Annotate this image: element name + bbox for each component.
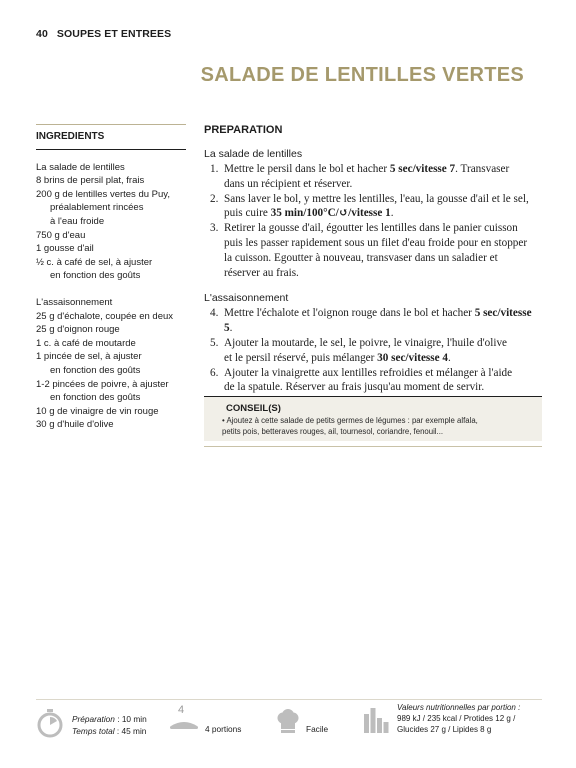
step-number: 1. [210, 163, 219, 175]
step-number: 5. [210, 336, 219, 349]
conseil-box [204, 396, 542, 441]
ingredient-line: 25 g d'oignon rouge [36, 324, 120, 336]
ingredient-line: en fonction des goûts [50, 364, 141, 376]
nutrition-line: 989 kJ / 235 kcal / Protides 12 g / [397, 714, 516, 723]
preparation-panel [204, 124, 542, 395]
step-line [224, 251, 542, 266]
ingredient-group-gap [36, 283, 186, 296]
step-setting: 5 sec/vitesse 7 [389, 163, 456, 175]
ingredient-line: 200 g de lentilles vertes du Puy, [36, 188, 170, 200]
ingredient-line: ½ c. à café de sel, à ajuster [36, 256, 153, 268]
ingredients-top-rule [36, 124, 186, 125]
nutrition-title: Valeurs nutritionnelles par portion : [397, 703, 521, 712]
difficulty: Facile [306, 724, 329, 734]
bar-chart-icon [363, 706, 389, 734]
time-info [72, 714, 147, 737]
conseil-heading: CONSEIL(S) [226, 403, 281, 414]
ingredient-line: 8 brins de persil plat, frais [36, 175, 145, 187]
stopwatch-icon [36, 708, 64, 738]
ingredient-line: en fonction des goûts [50, 270, 141, 282]
step-text: puis cuire [224, 207, 271, 220]
step-text: puis les passer rapidement sous un filet d'eau froide pour en stopper [224, 236, 528, 249]
step-text: Mettre l'échalote et l'oignon rouge dans le bol et hacher [224, 307, 475, 320]
step-item [204, 306, 542, 336]
step-line [224, 380, 542, 395]
conseil-line: • Ajoutez à cette salade de petits germes de légumes : par exemple alfala, [222, 416, 478, 425]
ingredients-list [36, 161, 186, 432]
step-text: et le persil réservé, puis mélanger [224, 351, 378, 364]
ingredient-line: 1 pincée de sel, à ajuster [36, 351, 142, 363]
step-line [224, 306, 542, 336]
step-text: de la spatule. Réserver au frais jusqu'au moment de servir. [224, 381, 485, 394]
nutrition-line: Glucides 27 g / Lipides 8 g [397, 725, 492, 734]
ingredient-line: 1 gousse d'ail [36, 243, 94, 255]
step-line [224, 236, 542, 251]
ingredient-line: à l'eau froide [50, 215, 105, 227]
step-line [224, 177, 542, 192]
ingredient-line: 1-2 pincées de poivre, à ajuster [36, 378, 169, 390]
step-setting: /vitesse 1 [348, 207, 391, 220]
ingredient-line: 10 g de vinaigre de vin rouge [36, 405, 159, 417]
step-line [224, 266, 542, 281]
step-text: . Transvaser [455, 163, 510, 175]
step-text: réserver au frais. [224, 266, 299, 279]
step-item [204, 162, 542, 192]
step-line [224, 336, 542, 351]
portions-number: 4 [178, 704, 185, 716]
step-list [204, 162, 542, 280]
step-setting: 35 min/100°C/ [270, 207, 339, 220]
conseil-bottom-rule [204, 446, 542, 447]
ingredient-line: 25 g d'échalote, coupée en deux [36, 310, 174, 322]
step-text: Retirer la gousse d'ail, égoutter les lentilles dans le panier cuisson [224, 222, 518, 235]
step-number: 4. [210, 307, 219, 320]
step-item [204, 221, 542, 280]
page-number: 40 [36, 28, 48, 40]
step-line [224, 206, 542, 221]
ingredient-line: 750 g d'eau [36, 229, 86, 241]
ingredient-line: 30 g d'huile d'olive [36, 419, 114, 431]
step-line [224, 192, 542, 207]
preparation-subheading: La salade de lentilles [204, 148, 303, 160]
portions-text: 4 portions [205, 724, 242, 734]
step-item [204, 336, 542, 366]
preparation-heading: PREPARATION [204, 124, 283, 136]
step-number: 2. [210, 192, 219, 205]
nutrition-info [397, 702, 520, 735]
step-line [224, 366, 542, 381]
page-header [36, 28, 171, 40]
step-text: . [229, 322, 233, 335]
step-line [224, 221, 542, 236]
ingredient-group-title: La salade de lentilles [36, 161, 125, 173]
step-item [204, 192, 542, 222]
ingredients-heading: INGREDIENTS [36, 130, 186, 150]
step-text: Sans laver le bol, y mettre les lentilles, l'eau, la gousse d'ail et le sel, [224, 192, 529, 205]
ingredient-group-title: L'assaisonnement [36, 296, 113, 308]
step-line [224, 351, 542, 366]
step-text: . [390, 207, 394, 220]
step-number: 6. [210, 366, 219, 379]
recipe-title: SALADE DE LENTILLES VERTES [200, 64, 524, 86]
step-text: . [448, 351, 451, 364]
footer-rule [36, 699, 542, 700]
step-line [224, 162, 542, 177]
step-text: la cuisson. Egoutter à nouveau, transvaser dans un saladier et [224, 251, 498, 264]
step-text: Ajouter la moutarde, le sel, le poivre, le vinaigre, l'huile d'olive [224, 336, 508, 349]
reverse-icon: ↺ [338, 207, 349, 220]
step-text: Mettre le persil dans le bol et hacher [224, 163, 390, 175]
total-label: Temps total [72, 725, 115, 736]
ingredient-line: 1 c. à café de moutarde [36, 337, 136, 349]
chef-hat-icon [276, 708, 300, 736]
preparation-subheading: L'assaisonnement [204, 292, 289, 305]
step-list [204, 306, 542, 395]
total-value: : 45 min [114, 725, 147, 736]
step-text: Ajouter la vinaigrette aux lentilles refroidies et mélanger à l'aide [224, 366, 513, 379]
step-setting: 30 sec/vitesse 4 [377, 351, 448, 364]
step-text: dans un récipient et réserver. [224, 177, 353, 190]
prep-value: : 10 min [114, 714, 147, 724]
step-item [204, 366, 542, 396]
step-number: 3. [210, 222, 219, 235]
section-title: SOUPES ET ENTREES [56, 28, 172, 40]
preparation-steps [204, 148, 542, 395]
ingredient-line: en fonction des goûts [50, 392, 141, 404]
ingredient-line: préalablement rincées [50, 202, 144, 214]
ingredients-panel [36, 124, 186, 432]
conseil-line: petits pois, betteraves rouges, ail, tournesol, coriandre, fenouil... [222, 427, 444, 436]
prep-label: Préparation [72, 714, 115, 724]
step-setting: 5 sec/vitesse 5 [224, 307, 532, 335]
